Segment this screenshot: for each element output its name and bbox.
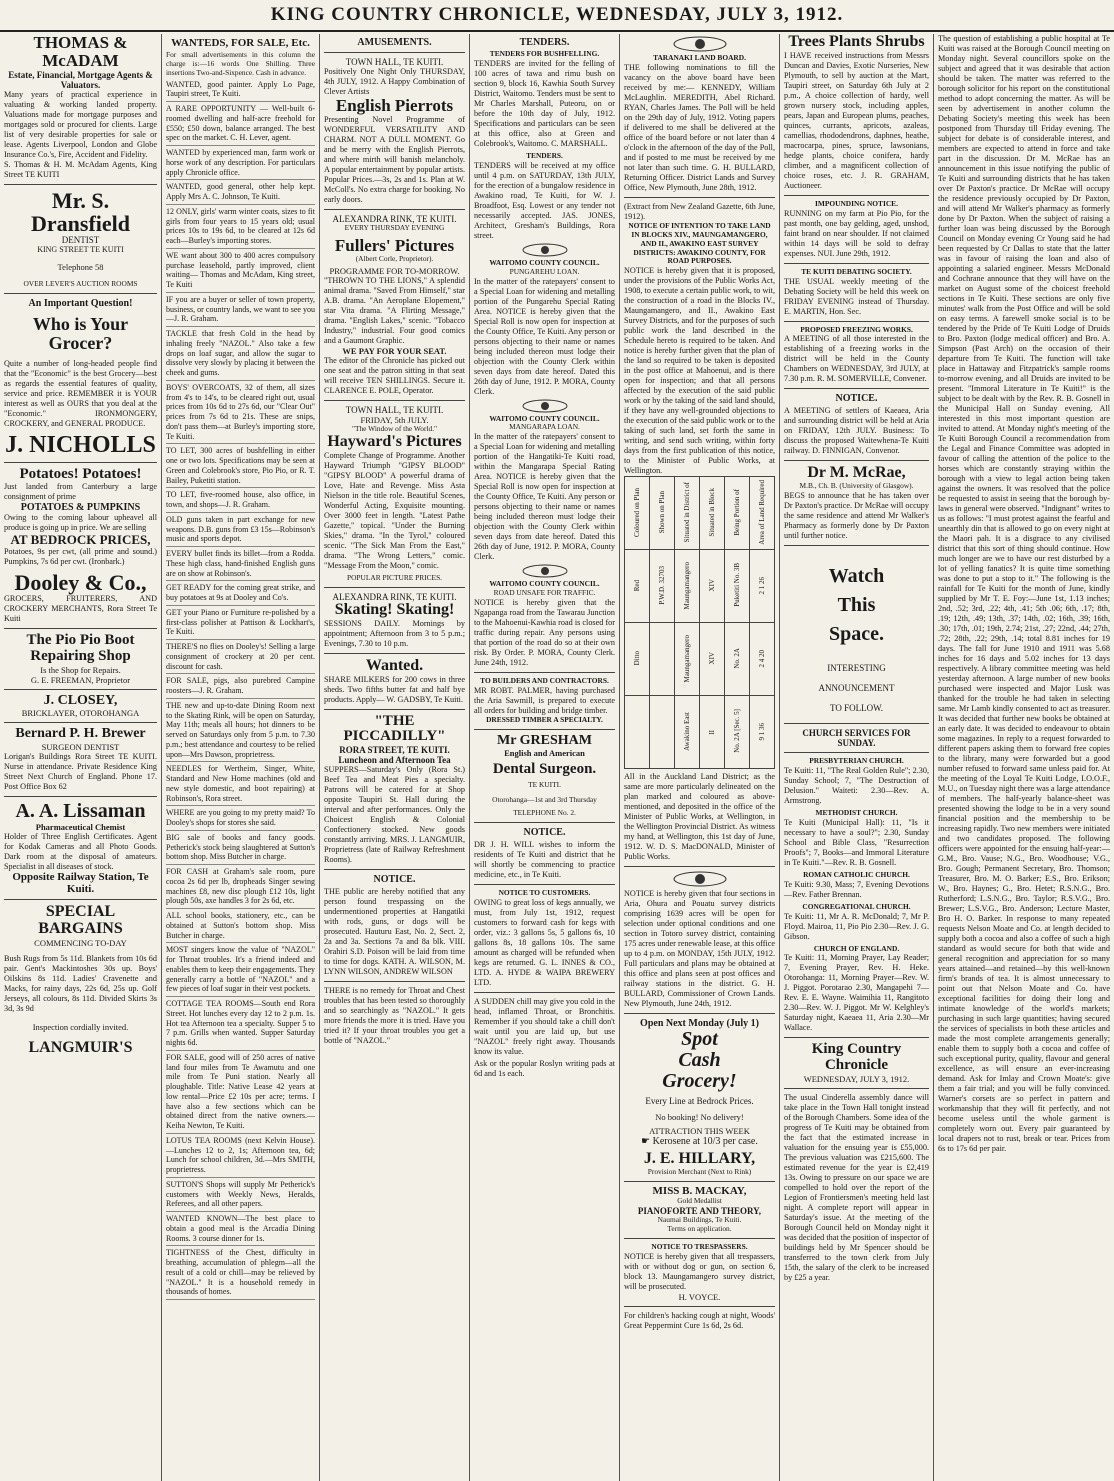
schedule-cell: Situated in Block [700,477,725,550]
gresham-title: Mr GRESHAM [496,732,592,748]
friday-line: FRIDAY, 5th JULY. [360,415,429,426]
schedule-cell: Shown on Plan [650,477,675,550]
gresham-town: TE KUITI. [528,780,561,790]
classified-ad: WANTED KNOWN—The best place to obtain a good meal is the Arcadia Dining Rooms. 3 course dinner for 1s. [166,1214,315,1246]
schedule-cell: No. 2A [725,623,750,696]
schedule-cell: Being Portion of [725,477,750,550]
piano-terms: Terms on application. [667,1224,732,1234]
classified-ad: TO LET, 300 acres of bushfelling in either one or two lots. Specifications may be seen at Green and Colebrook's store, Pio Pio, or R. T. Bailey, Puketiti station. [166,446,315,488]
schedule-cell: Awakino East [675,696,700,769]
newspaper-title: KING COUNTRY CHRONICLE, WEDNESDAY, JULY 3, 1912. [270,4,844,25]
wanted-text: SHARE MILKERS for 200 cows in three sheds. Two fifths butter fat and half bye products. Apply— W. GADSBY, Te Kuiti. [324,674,465,704]
classified-ad: WANTED, good painter. Apply Lo Page, Taupiri street, Te Kuiti. [166,80,315,103]
dentist-subtitle: DENTIST [61,234,100,245]
piccadilly-subtitle: RORA STREET, TE KUITI. Luncheon and Afternoon Tea [338,745,451,766]
dentist-address: KING STREET TE KUITI [37,244,124,254]
gresham-oto: Otorohanga—1st and 3rd Thursday [492,795,597,805]
potatoes-text: Just landed from Canterbury a large consignment of prime [4,482,157,502]
schedule-cell: XIV [700,550,725,623]
nazol-text: THERE is no remedy for Throat and Chest troubles that has been tested so thoroughly and so searchingly as "NAZOL." It gets more friends the more it is tried. Have you tried it? If your throat troubles you get a bottle of "NAZOL." [324,986,465,1046]
council3-heading: WAITOMO COUNTY COUNCIL. [489,579,600,589]
mcrae-title: Dr M. McRae, [807,464,906,482]
bushfelling-heading: TENDERS FOR BUSHFELLING. [489,49,600,58]
classified-ad: THE new and up-to-date Dining Room next to the Skating Rink, will be open on Saturday, May 11th; meals all hours; hot dinners to be served on Saturdays only from 5 p.m. to 7.30 p.m.; best attendance and courtesy to be relied upon—Mrs Dawson, proprietress. [166,701,315,763]
schedule-cell: XIV [700,623,725,696]
schedule-cell [625,696,650,769]
watch-word: Watch [828,565,885,588]
dooley-subtitle: GROCERS, FRUITERERS, AND CROCKERY MERCHANTS, Rora Street Te Kuiti [4,594,157,624]
lissaman-text: Holder of Three English Certificates. Agent for Kodak Cameras and all Photo Goods. Dark room at the disposal of amateurs. Specialist in all diseases of stock. [4,832,157,872]
classified-ad: COTTAGE TEA ROOMS—South end Rora Street. Hot lunches every day 12 to 2 p.m. 1s. Hot tea Afternoon tea a specialty. Supper 5 to 7 p.m. Grills when wanted. Supper Saturday nights 6d. [166,999,315,1051]
schedule-cell: II [700,696,725,769]
schedule-cell: Area of Land Required [750,477,775,550]
land-board-text: THE following nominations to fill the vacancy on the above board have been received by me:— KENNEDY, William McLaughlin. MEREDITH, Abel Richard. RYAN, Charles James. The Poll will be held on the 29th day of July, 1912. Voting papers if delivered to me shall be delivered at the office of the board before or not later than 4 o'clock in the afternoon of the day of the Poll, and if posted to me must be received by me not later than such time. G. H. BULLARD, Returning Officer. District Lands and Survey Office, New Plymouth, June 28th, 1912. [624,62,775,192]
trees-title: Trees Plants Shrubs [788,34,925,50]
council2-heading: WAITOMO COUNTY COUNCIL. [489,413,600,423]
church-name: CHURCH OF ENGLAND. [813,943,900,953]
tenders-header: TENDERS. [519,37,570,48]
church-service-text: Te Kuiti: 9.30, Mass; 7, Evening Devotions—Rev. Father Brennan. [784,879,929,899]
piopio-sign: G. E. FREEMAN, Proprietor [30,674,131,685]
customers-text: OWING to great loss of kegs annually, we must, from July 1st, 1912, request customers to forward cash for kegs with order, viz.: 3 gallons 5s, 5 gallons 6s, 10 gallons 8s, 18 gallons 10s. The same amount as charged will be refunded when kegs are returned. G. L. INNES & CO., LTD. A. HYDE & WAIPA BREWERY LTD. [474,897,615,987]
masthead [0,0,1114,32]
grocer-question: Who is Your Grocer? [32,313,129,353]
firm-subtitle: Estate, Financial, Mortgage Agents & Valuators. [8,69,153,90]
piccadilly-text: SUPPERS—Saturday's Only (Rora St.) Beef Tea and Meat Pies a specialty. Patrons will be catered for at Shop opposite Taupiri St. Hall during the interval and after performances. Only the Choicest English & Colonial Confectionery stocked. New goods constantly arriving. MRS. J. LANGMUIR, Proprietress (late of Railway Refreshment Rooms). [324,765,465,865]
cash-word: Cash [678,1049,721,1072]
chronicle-title: King Country Chronicle [811,1041,902,1074]
mackay-title: MISS B. MACKAY, [652,1184,747,1197]
notice-heading: NOTICE. [373,874,416,886]
trespass-text: NOTICE is hereby given that all trespassers, with or without dog or gun, on section 6, block 13. Maungamangero survey district, will be prosecuted. [624,1251,775,1291]
schedule-cell: Coloured on Plan [625,477,650,550]
firm-sign: S. Thomas & H. M. McAdam Agents, King Street TE KUITI [4,159,157,179]
schedule-cell: 2 4 20 [750,623,775,696]
popular-prices: POPULAR PICTURE PRICES. [346,573,443,583]
spot-word: Spot [681,1028,718,1051]
open-next: Open Next Monday (July 1) [640,1018,759,1030]
column-4 [470,34,620,1481]
schedule-cell: P.W.D. 32703 [650,550,675,623]
dentist-phone: Telephone 58 [57,261,104,272]
skating-title: Skating! Skating! [334,600,455,618]
potatoes-text-2: Owing to the coming labour upheavel all produce is going up in price. We are selling [4,513,157,533]
hillary-title: J. E. HILLARY, [643,1150,756,1168]
piano-address: Naumai Buildings, Te Kuiti. [657,1215,742,1225]
rink-subheading: EVERY THURSDAY EVENING [344,222,445,232]
wanteds-note: For small advertisements in this column the charge is:—16 words One Shilling. Three insertions Two-and-Sixpence. Cash in advance. [166,50,315,77]
kaeaea-text: A MEETING of settlers of Kaeaea, Aria and surrounding district will be held at Aria on FRIDAY, 12th JULY. Business: To discuss the proposed Waitewhena-Te Kuiti railway. D. FINNIGAN, Convenor. [784,406,929,456]
classified-ad: NEEDLES for Wertheim, Singer, White, Standard and New Home machines (old and new style domestic, and boot repairing) at Robinson's, Rora street. [166,764,315,806]
wanted-title: Wanted. [365,656,424,674]
notice2-heading: NOTICE. [523,826,566,838]
lissaman-subtitle: Pharmaceutical Chemist [35,822,126,833]
church-name: METHODIST CHURCH. [815,807,898,817]
window-line: "The Window of the World." [351,424,438,434]
gresham-tel: TELEPHONE No. 2. [513,807,576,817]
piccadilly-title: "THE PICCADILLY" [343,712,446,745]
classified-ad: FOR CASH at Graham's sale room, pure cocoa 2s 6d per lb, dropheads Singer sewing machines £8, new disc plough £12 10s, light plough 50s, axe handles 3 for 2s 6d, etc. [166,867,315,909]
builders-text: MR ROBT. PALMER, having purchased the Aria Sawmill, is prepared to execute all orders for building and bridge timber. [474,685,615,715]
classified-ad: FOR SALE, good will of 250 acres of native land four miles from Te Awamutu and one mile from Te Puni station. Nearly all ploughable. Title: Native Lease 42 years at low rental—Price £2 10s per acre; terms. I have also a few sections which can be obtained direct from the native owners.—Keiha Newton, Te Kuiti. [166,1053,315,1134]
lissaman-address: Opposite Railway Station, Te Kuiti. [12,871,149,895]
intention-heading: NOTICE OF INTENTION TO TAKE LAND IN BLOCKS XIV., MAUNGAMANGERO, AND II., AWAKINO EAST SURVEY DISTRICTS: AWAKINO COUNTY, FOR ROAD PURPOSES. [628,220,771,266]
schedule-cell: No. 2A [Sec. 5] [725,696,750,769]
land-board-heading: TARANAKI LAND BOARD. [653,53,746,62]
classified-ad: TIGHTNESS of the Chest, difficulty in breathing, accumulation of phlegm—all the result of a cold or chill—may be relieved by "NAZOL." It is a household remedy in thousands of homes. [166,1248,315,1300]
editorial-text: The usual Cinderella assembly dance will take place in the Town Hall tonight instead of the Borough Chambers. Some idea of the progress of Te Kuiti may be obtained from the fact that the estimated increase in valuation for the ensuing year is £55,000. The previous valuation was £215,600. The estimated revenue for the year is £2,419 13s. Owing to pressure on our space we are compelled to hold over the report of the Legion of Frontiersmen's meeting held last night. A complete report will appear in Saturday's issue. At the meeting of the Borough Council held on Monday night it was decided that the position of inspector of buildings held by Mr Spencer should be transferred to the town clerk from July 15th, the salary of the clerk to be increased by £25 a year. [784,1092,929,1282]
builders-heading: TO BUILDERS AND CONTRACTORS. [480,676,609,685]
closey-title: J. CLOSEY, [43,692,118,708]
schedule-cell: Maungamangero [675,623,700,696]
space-word: Space. [829,623,884,646]
open-sections-text: NOTICE is hereby given that four sections in Aria, Ohura and Pouatu survey districts comprising 1639 acres will be open for selection under optional conditions and one section in Totoro survey district, containing 175 acres under renewable lease, at this office up to 4 p.m. on MONDAY, 15th JULY, 1912. Full particulars and plans may be obtained at this office and plans seen at post offices and railway stations in the district. G. H. BULLARD, Commissioner of Crown Lands. New Plymouth, June 24th, 1912. [624,889,775,1009]
church-name: ROMAN CATHOLIC CHURCH. [803,869,910,879]
pointing-hand-icon: ☛ [641,1136,653,1148]
freezing-text: A MEETING of all those interested in the establishing of a freezing works in the district will be held in the County Chambers on WEDNESDAY, 3rd JULY, at 7.30 p.m. R. M. SOMERVILLE, Convener. [784,334,929,384]
column-1 [0,34,162,1481]
mangarapa-text: In the matter of the ratepayers' consent to a Special Loan for widening and metalling portion of the Hangatiki-Te Kuiti road, within the Mangarapa Special Rating Area. NOTICE is hereby given that the Special Roll is now open for inspection at the County Office, Te Kuiti. Any person or persons objecting to their name or names being included thereon must lodge their objection with the County Clerk within seven days from date hereof. Dated this 26th day of June, 1912. P. MORA, County Clerk. [474,432,615,562]
schedule-cell: Ditto [625,623,650,696]
column-6 [780,34,934,1481]
freezing-heading: PROPOSED FREEZING WORKS. [800,324,913,334]
trespass-heading: NOTICE TO TRESPASSERS. [651,1242,748,1252]
skating-text: SESSIONS DAILY. Mornings by appointment; Afternoon from 3 to 5 p.m.; Evenings, 7.30 to 10 p.m. [324,618,465,648]
classified-ad: EVERY bullet finds its billet—from a Rodda. These high class, hand-finished English guns are on show at Robinson's. [166,549,315,581]
townhall2-heading: TOWN HALL, TE KUITI. [345,405,444,416]
classified-ad: WHERE are you going to my pretty maid? To Dooley's shops for stores she said. [166,808,315,831]
roslyn-text: Ask or the popular Roslyn writing pads at 6d and 1s each. [474,1058,615,1078]
pierrots-title: English Pierrots [335,96,454,115]
mangarapa-heading: MANGARAPA LOAN. [509,422,580,432]
classified-ad: WANTED, good general, other help kept. Apply Mrs A. C. Johnson, Te Kuiti. [166,182,315,205]
special-text: Bush Rugs from 5s 11d. Blankets from 10s 6d pair. Gent's Mackintoshes 30s up. Boys' Oilskins 8s 11d. Ladies' Cravenette and Macks, for rainy days, 22s 6d, 25s up. Golf Jerseys, all colours, 8s 11d. Divided Skirts 3s 3d, 3s 9d [4,953,157,1013]
church-service-text: Te Kuiti: 11, "The Real Golden Rule"; 2.30, Sunday School; 7, "The Destruction of Delusion." Waiteti: 2.30—Rev. A. Armstrong. [784,765,929,805]
closey-subtitle: BRICKLAYER, OTOROHANGA [21,708,140,719]
dentist-title: Mr. S. Dransfield [31,187,130,236]
hayward-text: Complete Change of Programme. Another Hayward Triumph "GIPSY BLOOD" "GIPSY BLOOD" A powerful drama of Love, Hate and Revenge. Miss Asta Nielson in the title role. Beautiful Scenes, Wonderful Acting, Exquisite mounting. Over 3000 feet in length. "Latest Pathe Gazette," topical. "Under the Burning Skies," drama. "In the Tyrol," coloured scenic. "The Sick Man From the East," drama. "The Wrong Letters," comic. "Message From the Moon," comic. [324,451,465,571]
wanteds-header: WANTEDS, FOR SALE, Etc. [171,37,310,49]
schedule-cell: Puketiti No. 3B [725,550,750,623]
wanteds-list [166,80,315,1301]
column-5 [620,34,780,1481]
church-name: PRESBYTERIAN CHURCH. [809,756,904,766]
classified-ad: GET READY for the coming great strike, and buy potatoes at 9s at Dooley and Co's. [166,583,315,606]
notice-text: THE public are hereby notified that any person found trespassing on the undermentioned properties at Hangatiki with rods, guns, or dogs will be prosecuted. Hauturu East, No. 2, Sect. 2, 2a and 3a. Sections 7a and 8a blk. VIII. Orahiri S.D. Poison will be laid from time to time for dogs. KATH. A. WILSON, M. LYNN WILSON, ANDREW WILSON [324,887,465,977]
townhall-heading: TOWN HALL, TE KUITI. [345,57,444,67]
special-subtitle: COMMENCING TO-DAY [34,937,127,948]
debating-heading: TE KUITI DEBATING SOCIETY. [801,266,912,276]
chronicle-date: WEDNESDAY, JULY 3, 1912. [803,1073,910,1084]
schedule-cell: Situated in District of [675,477,700,550]
piano-heading: PIANOFORTE AND THEORY, [637,1206,762,1217]
follow-word: TO FOLLOW. [829,703,883,714]
coat-of-arms-icon [670,36,730,52]
gazette-line: (Extract from New Zealand Gazette, 6th June, 1912). [624,201,775,221]
grocery-word: Grocery! [662,1070,737,1093]
church-service-text: Te Kuiti: 11, Mr A. R. McDonald; 7, Mr P. Floyd. Mairoa, 11, Pio Pio 2.30—Rev. J. G. Gibson. [784,911,929,941]
announcement-word: ANNOUNCEMENT [818,683,895,694]
church-service-text: Te Kuiti: 11, Morning Prayer, Lay Reader; 7, Evening Prayer, Rev. H. Heke. Otorohanga: 11, Morning Prayer—Rev. W. J. Piggot. Porotarao 2.30, Mangapehi 7—Rev. E. E. Wayne. Waimihia 11, Rangitoto 2.30—Rev. W. J. Piggot. Mr W. Kelghley's Saturday night, Kaeaea 11, Aria 2.30—Mr Wallace. [784,953,929,1033]
classified-ad: TO LET, five-roomed house, also office, in town, and shops—J. R. Graham. [166,490,315,513]
classified-ad: TACKLE that fresh Cold in the head by inhaling freely "NAZOL." Also take a few drops on loaf sugar, and allow the sugar to dissolve very slowly by placing it between the cheek and gums. [166,329,315,381]
road-heading: ROAD UNSAFE FOR TRAFFIC. [493,588,596,598]
fullers-subtitle: (Albert Corle, Proprietor). [355,253,434,263]
brewer-title: Bernard P. H. Brewer [15,726,146,742]
rink2-heading: ALEXANDRA RINK, TE KUITI. [332,591,457,602]
amusements-header: AMUSEMENTS. [357,37,432,48]
kerosene-line: ☛ Kerosene at 10/3 per case. [641,1136,758,1148]
schedule-cell: 2 1 26 [750,550,775,623]
potatoes-heading: POTATOES & PUMPKINS [20,502,141,514]
auckland-text: All in the Auckland Land District; as the same are more particularly delineated on the plan marked and coloured as above-mentioned, and deposited in the office of the Minister of Public Works, at Wellington, in the Wellington Provincial District. As witness my hand, at Wellington, this 1st day of June, 1912. W. D. S. MacDONALD, Minister of Public Works. [624,772,775,862]
schedule-cell [650,623,675,696]
potatoes-title: Potatoes! Potatoes! [19,465,142,482]
classified-ad: A RARE OPPORTUNITY — Well-built 6-roomed dwelling and half-acre freehold for £550; £50 down, balance arranged. The best spec on the market. C. H. Lever, agent. [166,104,315,146]
pierrots-text: Presenting Novel Programme of WONDERFUL VERSATILITY AND CHARM. NOT A DULL MOMENT. Go and be merry with the English Pierrots, and where mirth will banish melancholy. A popular entertainment by popular artists. Popular Prices.—3s, 2s and 1s. Plan at W. McColl's. No extra charge for booking. No early doors. [324,114,465,204]
schedule-cell: Red [625,550,650,623]
bedrock-heading: AT BEDROCK PRICES, [10,532,151,548]
classified-ad: 12 ONLY, girls' warm winter coats, sizes to fit girls from four years to 15 years old; usual prices 10s to 19s 6d, to be cleared at 12s 6d each—Burley's importing stores. [166,207,315,249]
classified-ad: THERE'S no flies on Dooley's! Selling a large consignment of crockery at 20 per cent. discount for cash. [166,642,315,674]
classified-ad: BOYS' OVERCOATS, 32 of them, all sizes from 4's to 14's, to be cleared right out, usual prices from 10s 6d to 27s 6d, our "Clear Out" prices from 7s 6d to 21s. These are snips, don't pass them—at Burley's importing store, Te Kuiti. [166,383,315,445]
bushfelling-text: TENDERS are invited for the felling of 100 acres of tawa and rimu bush on section 9, block 16, Kawhia South Survey District, Waitomo. Tenders must be sent to Mr Charles Marshall, Puteoru, on or before the 10th day of July, 1912. Specifications and particulars can be seen at this office, also at Green and Colebrook's, Waitomo. C. MARSHALL. [474,58,615,148]
coat-of-arms-icon [520,399,570,413]
pungarehu-heading: PUNGAREHU LOAN. [509,266,580,276]
classified-ad: WANTED by experienced man, farm work or horse work of any description. For particulars apply Chronicle office. [166,148,315,180]
will-text: DR J. H. WILL wishes to inform the residents of Te Kuiti and district that he will shortly be commencing to practice medicine, etc., in Te Kuiti. [474,839,615,879]
schedule-cell: 9 1 36 [750,696,775,769]
schedule-table [624,476,775,769]
tenders2-heading: TENDERS. [526,150,563,160]
tenders2-text: TENDERS will be received at my office until 4 p.m. on SATURDAY, 13th JULY, for the erection of a bungalow residence in Awakino road, Te Kuiti, for W. J. Broadfoot, Esq. Lowest or any tender not necessarily accepted. JAS. JONES, Architect, Gresham's Buildings, Rora street. [474,160,615,240]
council1-heading: WAITOMO COUNTY COUNCIL. [489,257,600,267]
classified-ad: BIG sale of books and fancy goods. Petherick's stock being slaughtered at Sutton's bottom shop. Miss Butcher in charge. [166,833,315,865]
piopio-title: The Pio Pio Boot Repairing Shop [26,632,135,664]
townhall-text: Positively One Night Only THURSDAY, 4th JULY, 1912. A Happy Combination of Clever Artists [324,67,465,96]
intention-text: NOTICE is hereby given that it is proposed, under the provisions of the Public Works Act, 1908, to execute a certain public work, to wit, the construction of a road in the Blocks IV., Maungamangero, and II., Awakino East Survey Districts, and for the purposes of such public work the land described in the Schedule hereto is required to be taken. And notice is hereby further given that the plan of the land so required to be taken is deposited in the post office at Mahoenui, and is there open for inspection; and that all persons affected by the execution of the said public work or by the taking of the said land should, if they have any well-grounded objections to the execution of the said public work or to the taking of such land, set forth the same in writing, and send such writing, within forty days from the first publication of this notice, to the Minister of Public Works, at Wellington. [624,266,775,476]
church-service-text: Te Kuiti (Municipal Hall): 11, "Is it necessary to have a soul?"; 2.30, Sunday School and Bible Class, "Resurrection Proofs"; 7, Books—and Immoral Literature in Te Kuiti."—Rev. R. B. Gosnell. [784,817,929,867]
attraction-line: ATTRACTION THIS WEEK [649,1126,750,1137]
fullers-title: Fullers' Pictures [334,235,455,255]
seat-text: The editor of the Chronicle has picked out one seat and the patron sitting in that seat will receive TEN SHILLINGS. Secure it. CLARENCE E. POLE, Operator. [324,356,465,396]
piopio-subtitle: Is the Shop for Repairs. [40,664,121,675]
lissaman-title: A. A. Lissaman [15,800,146,823]
church-list [784,757,929,1033]
debating-text: THE USUAL weekly meeting of the Debating Society will be held this week on FRIDAY EVENING instead of Thursday. E. MARTIN, Hon. Sec. [784,276,929,316]
impound-text: RUNNING on my farm at Pio Pio, for the past month, one bay gelding, aged, unshod, faint brand on near shoulder. If not claimed within 14 days will be sold to defray expenses. NUI. June 29th, 1912. [784,208,929,258]
langmuir-title: LANGMUIR'S [28,1038,133,1056]
classified-ad: LOTUS TEA ROOMS (next Kelvin House).—Lunches 12 to 2, 1s; Afternoon tea, 6d; Lunch for school children, 3d.—Mrs SMITH, proprietress. [166,1136,315,1178]
customers-heading: NOTICE TO CUSTOMERS. [498,887,591,897]
classified-ad: FOR SALE, pigs, also purebred Campine roosters—J. R. Graham. [166,676,315,699]
column-2 [162,34,320,1481]
rink-heading: ALEXANDRA RINK, TE KUITI. [332,213,457,224]
children-text: For children's hacking cough at night, Woods' Great Peppermint Cure 1s 6d, 2s 6d. [624,1310,775,1330]
hayward-title: Hayward's Pictures [327,433,462,451]
inspection-note: Inspection cordially invited. [32,1021,129,1032]
impound-heading: IMPOUNDING NOTICE. [815,198,898,208]
classified-ad: GET your Piano or Furniture re-polished by a first-class polisher at Pattison & Lockhart's, Te Kuiti. [166,608,315,640]
dooley-title: Dooley & Co., [14,570,147,596]
schedule-cell [650,696,675,769]
classified-ad: OLD guns taken in part exchange for new weapons. D.B. guns from £3 15s—Robinson's music and sports depot. [166,515,315,547]
sudden-text: A SUDDEN chill may give you cold in the head, inflamed Throat, or Bronchitis. Remember if you should take a chill don't wait until you are laid up, but use "NAZOL" freely right away. Thousands know its value. [474,996,615,1056]
church-services-heading: CHURCH SERVICES FOR SUNDAY. [802,728,911,749]
interesting-word: INTERESTING [827,663,886,674]
hillary-subtitle: Provision Merchant (Next to Rink) [647,1167,752,1177]
dentist-note: OVER LEVER'S AUCTION ROOMS [23,278,138,288]
mcrae-subtitle: M.B., Ch. B. (University of Glasgow). [799,481,914,491]
brewer-subtitle: SURGEON DENTIST [41,742,120,753]
nicholls-title: J. NICHOLLS [5,431,156,458]
classified-ad: WE want about 300 to 400 acres compulsory purchase leasehold, partly improved, client waiting— Thomas and McAdam, King street, Te Kuiti [166,251,315,293]
mackay-subtitle: Gold Medallist [677,1196,722,1206]
firm-title: THOMAS & McADAM [33,34,128,70]
dental-title: Dental Surgeon. [492,761,597,778]
booking-line: No booking! No delivery! [655,1112,744,1123]
bedrock-line: Every Line at Bedrock Prices. [645,1096,754,1107]
road-text: NOTICE is hereby given that the Ngapanga road from the Tawarau Junction to the Mahoenui-Kawhia road is closed for traffic during repair. Any persons using that portion of the road do so at their own risk. By Order. P. MORA, County Clerk. June 24th, 1912. [474,598,615,667]
coat-of-arms-icon [670,871,730,887]
notice3-heading: NOTICE. [835,393,878,405]
special-title: SPECIAL BARGAINS [38,903,123,937]
this-word: This [837,594,876,617]
column-3 [320,34,470,1481]
voyce-sign: H. VOYCE. [678,1291,721,1302]
classified-ad: ALL school books, stationery, etc., can be obtained at Sutton's bottom shop. Miss Butcher in charge. [166,911,315,943]
brewer-text: Lorigan's Buildings Rora Street TE KUITI. Nurse in attendance. Private Residence King Street Next Church of England. Phone 17. Post Office Box 62 [4,752,157,792]
classified-ad: SUTTON'S Shops will supply Mr Petherick's customers with Weekly News, Heralds, Referees, and all other papers. [166,1180,315,1212]
dressed-timber: DRESSED TIMBER A SPECIALTY. [486,714,603,724]
classified-ad: IF you are a buyer or seller of town property, business, or country lands, we want to see you—J. R. Graham. [166,295,315,327]
mcrae-text: BEGS to announce that he has taken over Dr Paxton's practice. Dr McRae will occupy the same residence and attend Mr Walker's Pharmacy as formerly done by Dr Paxton until further notice. [784,491,929,541]
seat-heading: WE PAY FOR YOUR SEAT. [342,346,447,357]
question-line: An Important Question! [28,297,133,309]
programme-heading: PROGRAMME FOR TO-MORROW. [329,266,460,277]
pungarehu-text: In the matter of the ratepayers' consent to a Special Loan for widening and metalling portion of the Pungarehu Special Rating Area. NOTICE is hereby given that the Special Roll is now open for inspection at the County Office, Te Kuiti. Any person or persons objecting to their name or names being included thereon must lodge their objection with the County Clerk within seven days from date hereof. Dated this 26th day of June, 1912. P. MORA, County Clerk. [474,276,615,396]
gresham-subtitle: English and American [504,748,585,759]
trees-text: I HAVE received instructions from Messrs Duncan and Davies, Exotic Nurseries, New Plymouth, to sell by auction at the Mart, Taupiri street, on Saturday 6th July at 2 p.m., A choice collection of hardy, well grown nursery stock, including apples, pears, Japan and European plums, peaches, quinces, currants, apricots, azaleas, camellias, rhododendrons, daphnes, heathe, macrocarpa, pines, spruce, lawsonians, hedge plants, choice conifera, hardy climber, and a magnificent collection of choice roses, etc. J. R. GRAHAM, Auctioneer. [784,50,929,190]
column-7 [934,34,1114,1481]
local-news-text: The question of establishing a public hospital at Te Kuiti was raised at the Borough Council meeting on Monday night. Several councillors spoke on the subject and agreed that it was desirable that action should be taken. The matter was referred to the borough solicitor for his report on the constitutional method to adopt concerning the matter. As will be seen by advertisement in another column the Debating Society's meeting this week has been postponed from Thursday till Friday evening. The subject for debate is of considerable interest, and members are expected to attend in force and take part in the discussion. Dr M. McRae has an announcement in this issue notifying the public of Te Kuiti and surrounding districts that he has taken over Dr Paxton's practice. Dr McRae will occupy the residence previously occupied by Dr Paxton, and will attend Mr Walker's pharmacy as formerly done by Dr Paxton. When the subject of raising a further loan was being discussed by the Borough Council on Monday evening Cr Young said he had been requested by Cr Dallas to state that the latter was in favour of raising the loan and also of appointing a salaried engineer. Messrs McDonald and Cochrane announce that they will have on the market on August some of the choicest freehold sections in Te Kuiti. These sections are only five minutes' walk from the Post Office and will be sold on easy terms. A farewell smoke social is to be tendered by the Pride of Te Kuiti Lodge of Druids to Bro. Paxton (lodge medical officer) and Bro. A. Simpson (Past Arch) on the occasion of their departure from Te Kuiti. The function will take place in Hattaway and Fitzpatrick's sample rooms to-morrow evening, and all Druids are invited to be present. "Immoral Literature in Te Kuiti!" is the subject to be dealt with by the Rev. R. B. Gosnell in the Municipal Hall on Sunday evening. All interested in this most important question are invited to attend. At Monday night's meeting of the Te Kuiti Borough Council a recommendation from the Legal and Finance Committee was adopted in favour of calling the attention of the police to the horses which are constantly straying within the borough with a view to legal action being taken against the owners. It was resolved that the police be requested to assist in seeing that the borough by-laws in general were observed. "Indignant" writes to us as follows: "I must protest against the fearful and unearthly din that is allowed to go on every night at the Maori pah. It is a disgrace to any civilised district that this sort of thing should continue. How much longer are we to have our rest disturbed by a lot of yelling fanatics? It is quite time something was done to put a stop to it." The following is the rainfall for Te Kuiti for the month of June, kindly supplied by Mr T. E. Foy:—June 1st, 1.13 inches; 2nd, .52; 3rd, .22; 4th, .41; 5th .06; 6th, .17; 8th, .19; 12th, .49; 13th, .37; 14th, .02; 16th, .39; 16th, .30; 17th, .01; 19th, 2.74; 21st, .27; 22nd, .44; 27th, .72; 28th, .22; 29th, .14; total 8.81 inches for 19 days. The fall for June 1910 and 1911 was 5.68 inches for 16 days and 5.02 inches for 13 days respectively. A library committee meeting was held yesterday afternoon. A large number of new books purchased were inspected and Major Lusk was thanked for the trouble he had taken in selecting same. Mr Lamb kindly consented to act as treasurer. It was decided that further new books be obtained at an early date. It was decided to endeavour to obtain some magazines. In reply to a request forwarded to different papers asking them to forward free copies to the library, many were forwarded but a good number refused to forward same unless paid for. At the meeting of the Loyal Te Kuiti Lodge, I.O.O.F., M.U., on Tuesday night there was a large attendance of members. The half-yearly balance-sheet was presented showing the lodge to be in a very sound financial position and the membership to be increasing rapidly. Two new members were initiated and two candidates proposed. The following officers were appointed for the ensuing half-year:—G.M., Bro. Vause; N.G., Bro. Woodhouse; V.G., Bro. Gough; Permanent Secretary, Bro. Thomson; Treasurer, Bro. M. O. Barker; E.S., Bro. Erikson; W., Bro. Haynes; G., Bro. Hetet; R.S.N.G., Bro. Rutherford; L.S.N.G., Bro. Taylor; R.S.V.G., Bro. Brewer; L.S.V.G., Bro. Anderson; Lecture Master, Bro H. O. Barker. In response to many repeated requests Nelson Moate and Co. at length decided to supply both a cocoa and also a coffee of such a high standard as would secure for both that wide and general recognition and appreciation for so many years attained—and retained—by this well-known firm's brands of tea. It is almost unnecessary to point out that Nelson Moate and Co. have exceptional facilities for doing their long and intimate knowledge of the world's markets; purchasing in such large quantities; having secured the services of specialists in both these articles and made the most complete arrangements generally; enable them to supply both a cocoa and coffee of such exceptional purity, quality, flavour and general excellence, as will ensure an ever-increasing demand. Ask for Imlay and Crown Moate's: give them a fair trial; and you will be fully convinced. Warner's corsets are so perfect in pattern and workmanship that they will fit perfectly, and not become useless until the whole garment is completely worn out. Every pair guaranteed by local drapers not to rust, break or tear. Prices from 6s to 17s 6d per pair. [938,34,1110,1153]
firm-text: Many years of practical experience in valuating & working landed property. Valuations made for mortgage purposes and mortgages sold or procured for clients. Large list of very desirable properties for sale or lease. Agents Liverpool, London and Globe Insurance Co.'s, Fire, Accident and Fidelity. [4,89,157,159]
coat-of-arms-icon [520,243,570,257]
schedule-cell: Maungamangero [675,550,700,623]
coat-of-arms-icon [520,564,570,578]
programme-text: "THROWN TO THE LIONS," A splendid animal drama. "Saved From Himself," star A.B. drama. "An Aeroplane Elopement," star Vita drama. "A Flirting Message," drama. "English Lakes," scenic. "Tobacco Industry," industrial. Four good comics and a Gaumont Graphic. [324,276,465,346]
grocer-text: Quite a number of long-headed people find that the "Economic" is the best Grocery—best as regards the essential features of quality, service and price. REMEMBER it is YOUR interest as well as OURS that you deal at the "Economic." IRONMONGERY, CROCKERY, and GENERAL PRODUCE. [4,358,157,428]
classified-ad: MOST singers know the value of "NAZOL" for Throat troubles. It's a friend indeed and enables them to keep their engagements. They generally carry a bottle of "NAZOL" and a few pieces of loaf sugar in their vest pockets. [166,945,315,997]
bedrock-text: Potatoes, 9s per cwt, (all prime and sound.) Pumpkins, 7s 6d per cwt. (Ironbark.) [4,547,157,567]
church-name: CONGREGATIONAL CHURCH. [802,901,911,911]
